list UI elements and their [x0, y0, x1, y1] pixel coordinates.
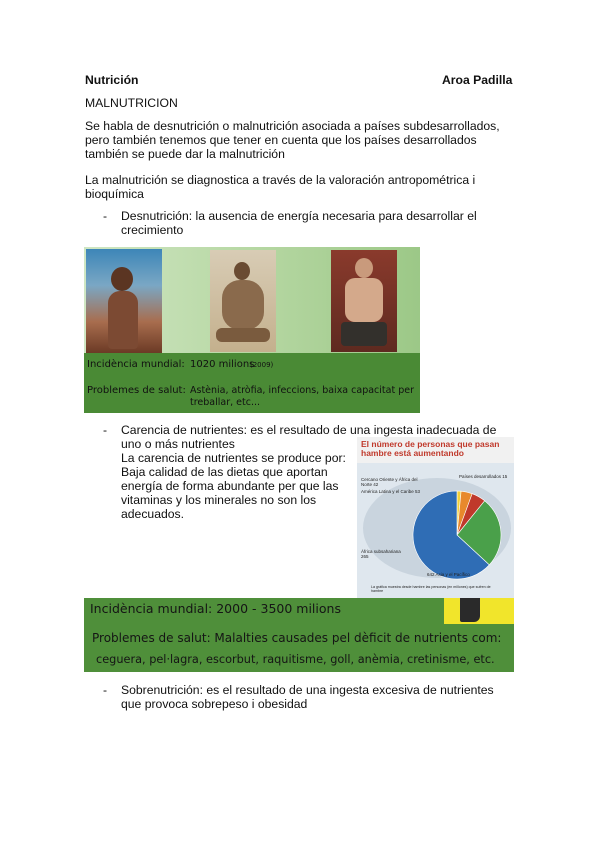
text-line: Baja calidad de las dietas que aportan	[121, 465, 328, 479]
pie-label-near-east: Cercano Oriente y África del Norte 42	[361, 477, 418, 487]
text-line: treballar, etc...	[190, 397, 261, 408]
text-line: bioquímica	[85, 187, 144, 201]
text-line: también se puede dar la malnutrición	[85, 147, 285, 161]
paragraph-diagnosis	[85, 173, 525, 201]
problems-text-1: Problemes de salut: Malalties causades pel dèficit de nutrients com:	[92, 631, 502, 645]
photo-feet	[444, 598, 514, 624]
pie-label-latin-america: América Latina y el Caribe 53	[361, 489, 421, 494]
bullet-sobrenutricion	[121, 683, 531, 711]
carencia-image-panel	[84, 598, 514, 672]
text-line: vitaminas y los minerales no son los	[121, 493, 317, 507]
text-line: La malnutrición se diagnostica a través de la valoración antropométrica i	[85, 173, 476, 187]
pie-label-developed: Países desarrollados 15	[459, 474, 508, 479]
text-line: que provoca sobrepeso i obesidad	[121, 697, 308, 711]
text-line: adecuados.	[121, 507, 185, 521]
problems-value	[190, 385, 414, 409]
bullet-dash: -	[103, 423, 108, 437]
text-line: energía de forma abundante per que las	[121, 479, 339, 493]
bullet-dash: -	[103, 683, 108, 697]
incidence-year: (2009)	[250, 361, 274, 369]
text-line: uno o más nutrientes	[121, 437, 235, 451]
text-line: crecimiento	[121, 223, 184, 237]
incidence-label: Incidència mundial:	[87, 359, 185, 370]
photo-child	[86, 249, 162, 353]
document-title: MALNUTRICION	[85, 96, 178, 110]
pie-footnote: La gráfica muestra desde hambre las personas (en millones) que sufren de hambre	[371, 585, 491, 593]
hunger-pie-chart	[357, 437, 514, 598]
paragraph-intro	[85, 119, 525, 161]
bullet-dash: -	[103, 209, 108, 223]
text-line: La carencia de nutrientes se produce por:	[121, 451, 346, 465]
header-author: Aroa Padilla	[442, 73, 513, 87]
text-line: Astènia, atròfia, infeccions, baixa capacitat per	[190, 385, 414, 396]
text-line: Desnutrición: la ausencia de energía necesaria para desarrollar el	[121, 209, 477, 223]
photo-adult-thin	[331, 250, 397, 352]
incidence-value: 1020 milions	[190, 359, 255, 370]
problems-label: Problemes de salut:	[87, 385, 186, 396]
text-line: Se habla de desnutrición o malnutrición asociada a países subdesarrollados,	[85, 119, 500, 133]
header-subject: Nutrición	[85, 73, 139, 87]
pie-label-asia: 642 Asia y el Pacífico	[427, 572, 470, 577]
text-line: pero también tenemos que tener en cuenta que los países desarrollados	[85, 133, 477, 147]
bullet-desnutricion	[121, 209, 521, 237]
text-line: Sobrenutrición: es el resultado de una ingesta excesiva de nutrientes	[121, 683, 494, 697]
pie-title: El número de personas que pasan hambre está aumentando	[357, 437, 514, 463]
pie-label-africa: África subsahariana 265	[361, 549, 401, 559]
problems-text-2: ceguera, pel·lagra, escorbut, raquitisme, goll, anèmia, cretinisme, etc.	[96, 653, 495, 666]
text-line: Carencia de nutrientes: es el resultado de una ingesta inadecuada de	[121, 423, 497, 437]
incidence-text: Incidència mundial: 2000 - 3500 milions	[90, 601, 341, 616]
photo-adult-sitting	[210, 250, 276, 352]
desnutricion-image-panel	[84, 247, 420, 413]
